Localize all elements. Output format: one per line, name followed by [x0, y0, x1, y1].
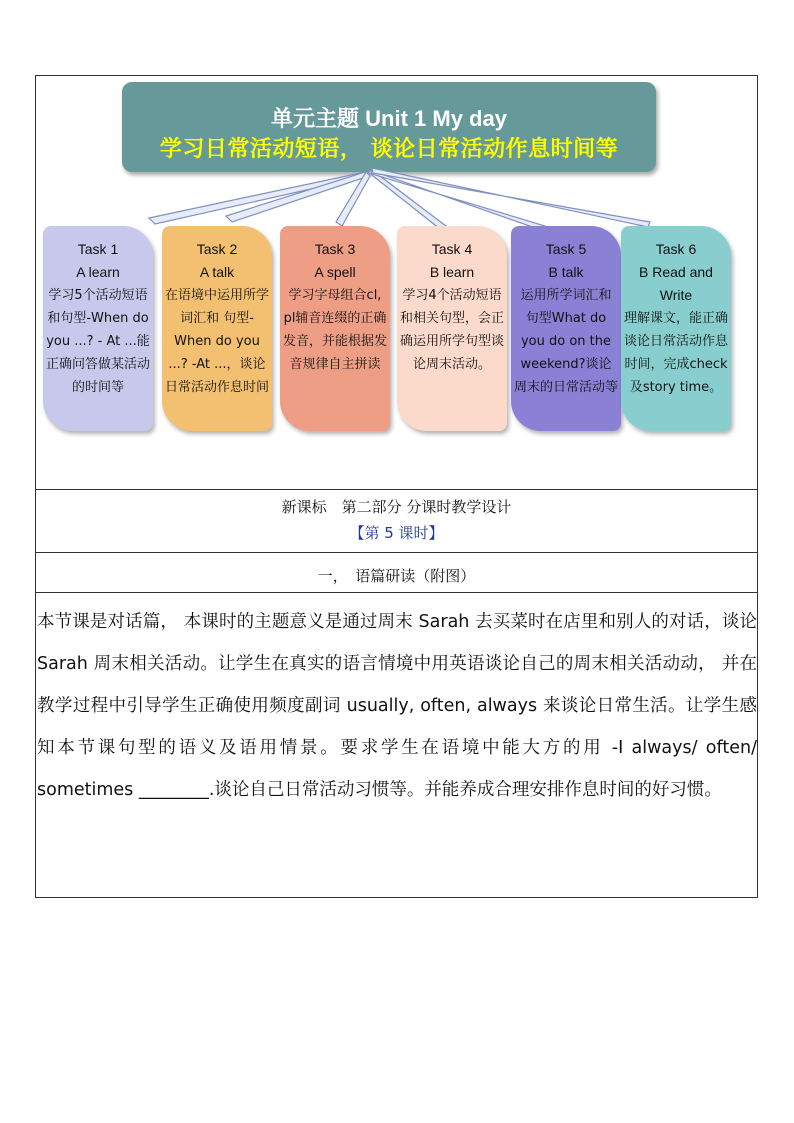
unit-theme-subtitle: 学习日常活动短语， 谈论日常活动作息时间等 [159, 137, 619, 162]
task-number: Task 3 [314, 241, 356, 257]
arrow-to-task-5 [370, 170, 545, 230]
task-card-2 [162, 226, 272, 431]
unit-theme-title: 单元主题 Unit 1 My day [271, 106, 507, 131]
task-card-5 [511, 226, 621, 431]
task-subtitle: A spell [314, 264, 356, 280]
task-description: 学习4个活动短语和相关句型，会正确运用所学句型谈论周末活动。 [400, 288, 505, 372]
task-number: Task 4 [431, 241, 473, 257]
task-subtitle: A talk [199, 264, 235, 280]
task-subtitle: A learn [76, 264, 120, 280]
task-description: 学习字母组合cl, pl辅音连缀的正确发音，并能根据发音规律自主拼读 [283, 288, 388, 372]
task-number: Task 5 [545, 241, 587, 257]
task-description: 学习5个活动短语和句型-When do you ...? - At ...能正确问答做某活动的时间等 [46, 288, 151, 395]
task-arrows [0, 0, 794, 240]
lesson-number: 【第 5 课时】 [349, 524, 444, 542]
table-divider-2 [35, 552, 758, 553]
task-card-4 [397, 226, 507, 431]
task-description: 在语境中运用所学词汇和 句型-When do you ...? -At ...，谈论日常活动作息时间 [165, 288, 270, 395]
table-divider-3 [35, 592, 758, 593]
section-heading: 一， 语篇研读（附图） [317, 567, 476, 585]
lesson-analysis-paragraph: 本节课是对话篇， 本课时的主题意义是通过周末 Sarah 去买菜时在店里和别人的对话，谈论 Sarah 周末相关活动。让学生在真实的语言情境中用英语谈论自己的周末相关活动动， 并在教学过程中引导学生正确使用频度副词 usually, often, always 来谈论日常生活。让学生感知本节课句型的语义及语用情景。要求学生在语境中能大方的用 -I always/ often/ sometimes ________.谈论自己日常活动习惯等。并能养成合理安排作息时间的好习惯。 [37, 612, 757, 800]
task-subtitle: B Read and Write [639, 264, 713, 303]
task-description: 理解课文，能正确谈论日常活动作息时间，完成check及story time。 [624, 311, 729, 395]
curriculum-header: 新课标 第二部分 分课时教学设计 [281, 498, 512, 516]
task-card-1 [43, 226, 153, 431]
arrow-to-task-1 [149, 172, 369, 224]
task-card-3 [280, 226, 390, 431]
task-subtitle: B learn [429, 264, 475, 280]
task-card-6 [621, 226, 731, 431]
task-subtitle: B talk [548, 264, 584, 280]
task-number: Task 6 [655, 241, 697, 257]
table-divider-1 [35, 489, 758, 490]
task-description: 运用所学词汇和 句型What do you do on the weekend?谈论周末的日常活动等 [514, 288, 619, 395]
task-number: Task 1 [77, 241, 119, 257]
task-number: Task 2 [196, 241, 238, 257]
